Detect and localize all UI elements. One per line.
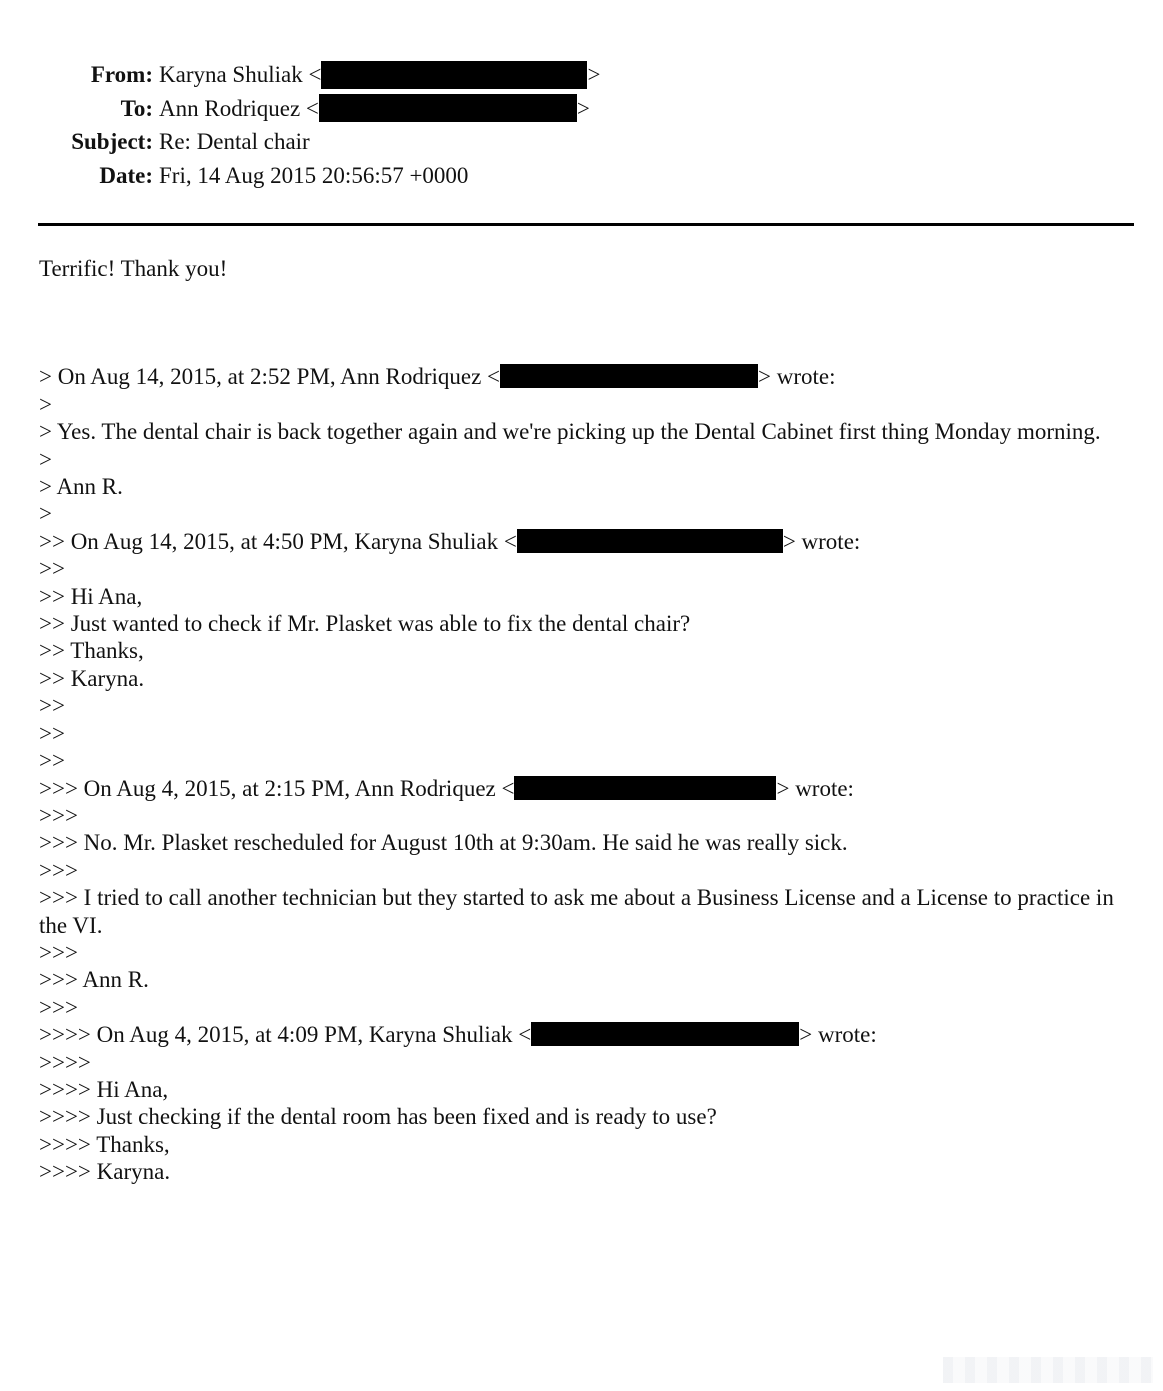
to-close: > [576,95,590,121]
quoted-line: >>> Ann R. [39,967,149,993]
attribution-text: >>>> On Aug 4, 2015, at 4:09 PM, Karyna Shuliak < [39,1022,532,1048]
scan-artifact [943,1357,1153,1383]
email-body [39,255,1119,1186]
quoted-line: >>> [39,802,78,828]
quoted-line: >>>> Karyna. [39,1159,171,1185]
quote-attribution-line [39,775,1119,802]
quoted-line: >> [39,748,65,774]
attribution-suffix: > wrote: [758,364,836,390]
quoted-line: >>>> [39,1049,91,1075]
subject-value: Re: Dental chair [159,129,310,154]
redaction-bar [517,529,783,553]
quoted-line: >>>> Hi Ana, [39,1076,169,1102]
quoted-line: >> [39,556,65,582]
attribution-text: > On Aug 14, 2015, at 2:52 PM, Ann Rodriquez < [39,364,501,390]
quoted-line: >> [39,693,65,719]
from-value: Karyna Shuliak < [159,62,322,87]
redaction-bar [321,61,587,89]
quoted-line: >> [39,720,65,746]
quoted-line: >> Karyna. [39,665,145,691]
redaction-bar [500,364,758,388]
quoted-line: >>>> Just checking if the dental room has been fixed and is ready to use? [39,1104,717,1130]
quoted-line: >> Hi Ana, [39,583,143,609]
quoted-line: >>>> Thanks, [39,1131,170,1157]
quoted-line: > Yes. The dental chair is back together again and we're picking up the Dental Cabinet first thing Monday morning. [39,419,1101,445]
from-row [40,58,740,92]
attribution-suffix: > wrote: [776,775,854,801]
date-value: Fri, 14 Aug 2015 20:56:57 +0000 [159,162,469,188]
redaction-bar [514,776,776,800]
quoted-line: >>> [39,994,78,1020]
from-label: From: [90,62,153,87]
attribution-suffix: > wrote: [782,528,861,554]
attribution-text: >>> On Aug 4, 2015, at 2:15 PM, Ann Rodriquez < [39,775,515,801]
date-label: Date: [99,162,153,188]
redaction-bar [531,1022,799,1046]
quoted-line: >>> [39,939,78,965]
to-label: To: [120,95,153,121]
subject-label: Subject: [71,129,153,154]
quoted-line: >> Just wanted to check if Mr. Plasket was able to fix the dental chair? [39,611,691,637]
quoted-line: >>> No. Mr. Plasket rescheduled for August 10th at 9:30am. He said he was really sick. [39,830,848,856]
attribution-text: >> On Aug 14, 2015, at 4:50 PM, Karyna Shuliak < [39,528,517,554]
attribution-suffix: > wrote: [799,1022,877,1048]
quoted-line: >> Thanks, [39,638,144,664]
quoted-line: >>> I tried to call another technician but they started to ask me about a Business License and a License to practice in the VI. [39,885,1120,938]
quote-attribution-line [39,1021,1119,1048]
quoted-line: > [39,446,52,472]
to-row [40,92,740,126]
header-divider [38,223,1134,226]
quoted-thread [39,363,1119,1185]
email-header [40,58,740,192]
quoted-line: > [39,501,52,527]
subject-row [40,125,740,159]
date-row [40,159,740,193]
from-close: > [587,62,601,87]
greeting-line: Terrific! Thank you! [39,256,228,281]
to-value: Ann Rodriquez < [159,95,319,121]
quoted-line: >>> [39,857,78,883]
quoted-line: > Ann R. [39,474,123,500]
redaction-bar [319,94,577,122]
quote-attribution-line [39,363,1119,390]
quoted-line: > [39,391,52,417]
quote-attribution-line [39,528,1119,555]
